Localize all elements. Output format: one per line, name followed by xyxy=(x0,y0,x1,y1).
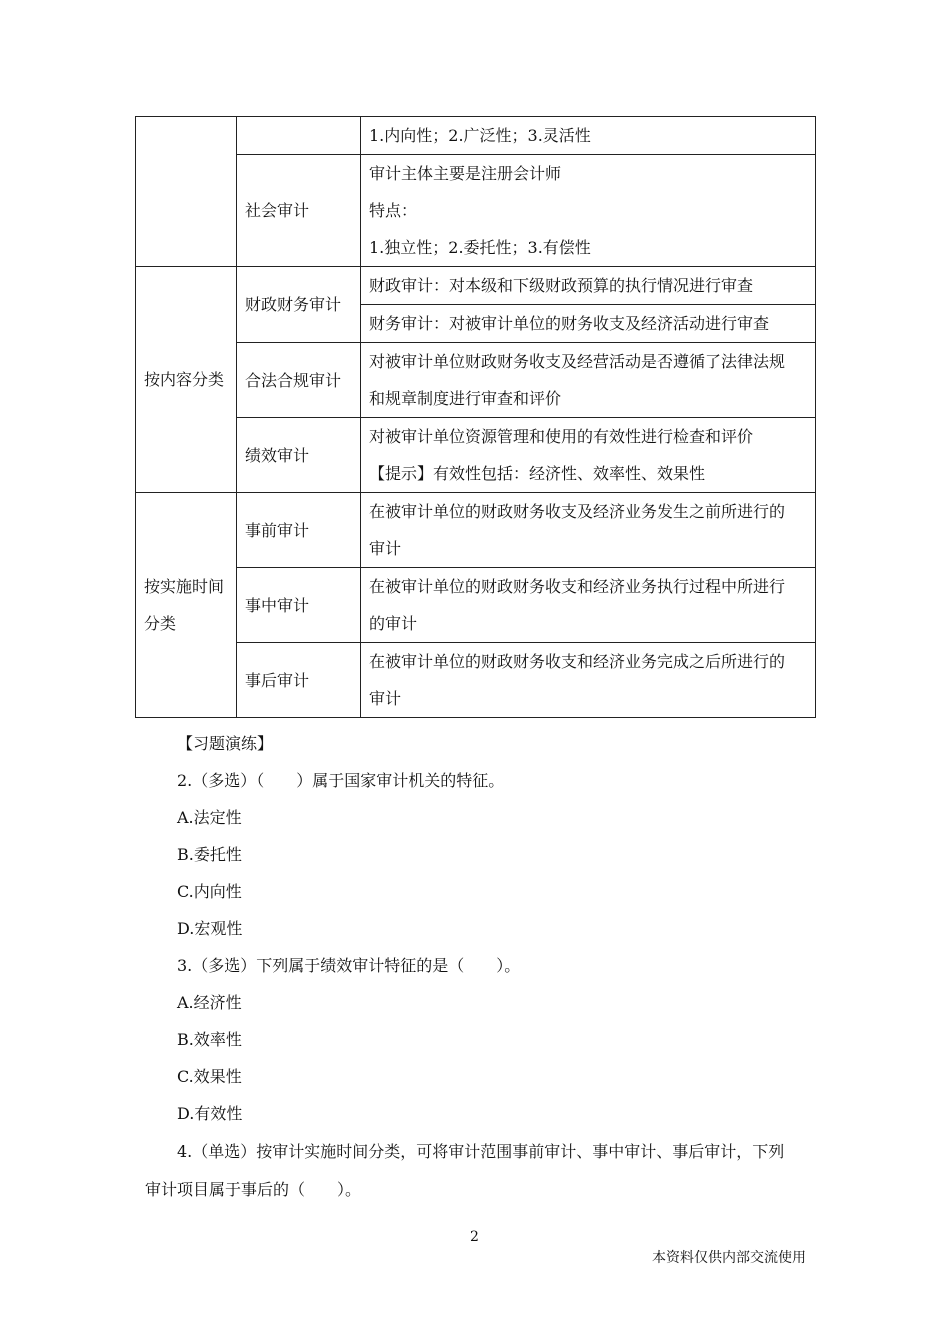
table-row xyxy=(136,267,816,305)
cell-text: 在被审计单位的财政财务收支及经济业务发生之前所进行的 xyxy=(369,502,786,521)
table-cell-subtype: 事中审计 xyxy=(237,568,361,643)
table-cell-description xyxy=(361,343,816,418)
table-cell-subtype: 财政财务审计 xyxy=(237,267,361,343)
cell-text: 1.独立性；2.委托性；3.有偿性 xyxy=(369,238,591,257)
question-3-option-c: C.效果性 xyxy=(177,1067,242,1086)
table-row xyxy=(136,643,816,718)
table-row xyxy=(136,155,816,267)
question-2: 2.（多选）（ ）属于国家审计机关的特征。 xyxy=(177,771,505,790)
table-cell-description xyxy=(361,643,816,718)
question-3-option-b: B.效率性 xyxy=(177,1030,242,1049)
table-row xyxy=(136,493,816,568)
cell-text: 按实施时间 xyxy=(144,577,225,596)
table-cell-description xyxy=(361,305,816,343)
cell-text: 对被审计单位财政财务收支及经营活动是否遵循了法律法规 xyxy=(369,352,786,371)
table-row xyxy=(136,418,816,493)
cell-text: 【提示】有效性包括：经济性、效率性、效果性 xyxy=(369,464,706,483)
cell-text: 对被审计单位资源管理和使用的有效性进行检查和评价 xyxy=(369,427,754,446)
cell-text: 的审计 xyxy=(369,614,418,633)
table-cell-subtype-empty xyxy=(237,117,361,155)
question-3-option-a: A.经济性 xyxy=(177,993,242,1012)
table-row xyxy=(136,343,816,418)
table-row xyxy=(136,568,816,643)
page-number: 2 xyxy=(470,1229,479,1245)
question-2-option-a: A.法定性 xyxy=(177,808,242,827)
cell-text: 审计主体主要是注册会计师 xyxy=(369,164,562,183)
cell-text: 在被审计单位的财政财务收支和经济业务执行过程中所进行 xyxy=(369,577,786,596)
question-3-option-d: D.有效性 xyxy=(177,1104,243,1123)
cell-text: 财务审计：对被审计单位的财务收支及经济活动进行审查 xyxy=(369,314,770,333)
cell-text: 1.内向性；2.广泛性；3.灵活性 xyxy=(369,126,591,145)
table-cell-subtype: 事后审计 xyxy=(237,643,361,718)
audit-classification-table xyxy=(135,116,816,718)
table-cell-subtype: 社会审计 xyxy=(237,155,361,267)
table-row xyxy=(136,117,816,155)
table-cell-category: 按内容分类 xyxy=(136,267,237,493)
table-cell-description xyxy=(361,418,816,493)
cell-text: 在被审计单位的财政财务收支和经济业务完成之后所进行的 xyxy=(369,652,786,671)
cell-text: 特点： xyxy=(369,201,418,220)
exercise-heading: 【习题演练】 xyxy=(177,734,274,753)
table-cell-subtype: 事前审计 xyxy=(237,493,361,568)
table-cell-subtype: 合法合规审计 xyxy=(237,343,361,418)
question-2-option-b: B.委托性 xyxy=(177,845,242,864)
cell-text: 和规章制度进行审查和评价 xyxy=(369,389,562,408)
cell-text: 审计 xyxy=(369,689,402,708)
question-2-option-d: D.宏观性 xyxy=(177,919,243,938)
table-cell-category-empty xyxy=(136,117,237,267)
table-cell-subtype: 绩效审计 xyxy=(237,418,361,493)
question-4-line-1: 4.（单选）按审计实施时间分类，可将审计范围事前审计、事中审计、事后审计，下列 xyxy=(177,1142,785,1161)
table-cell-category xyxy=(136,493,237,718)
footer-note: 本资料仅供内部交流使用 xyxy=(652,1250,806,1266)
cell-text: 分类 xyxy=(144,614,177,633)
table-cell-description xyxy=(361,493,816,568)
question-4-line-2: 审计项目属于事后的（ ）。 xyxy=(145,1180,362,1199)
table-cell-description xyxy=(361,568,816,643)
question-3: 3.（多选）下列属于绩效审计特征的是（ ）。 xyxy=(177,956,521,975)
cell-text: 审计 xyxy=(369,539,402,558)
cell-text: 财政审计：对本级和下级财政预算的执行情况进行审查 xyxy=(369,276,754,295)
question-2-option-c: C.内向性 xyxy=(177,882,242,901)
table-cell-description xyxy=(361,267,816,305)
table-cell-description xyxy=(361,117,816,155)
table-cell-description xyxy=(361,155,816,267)
